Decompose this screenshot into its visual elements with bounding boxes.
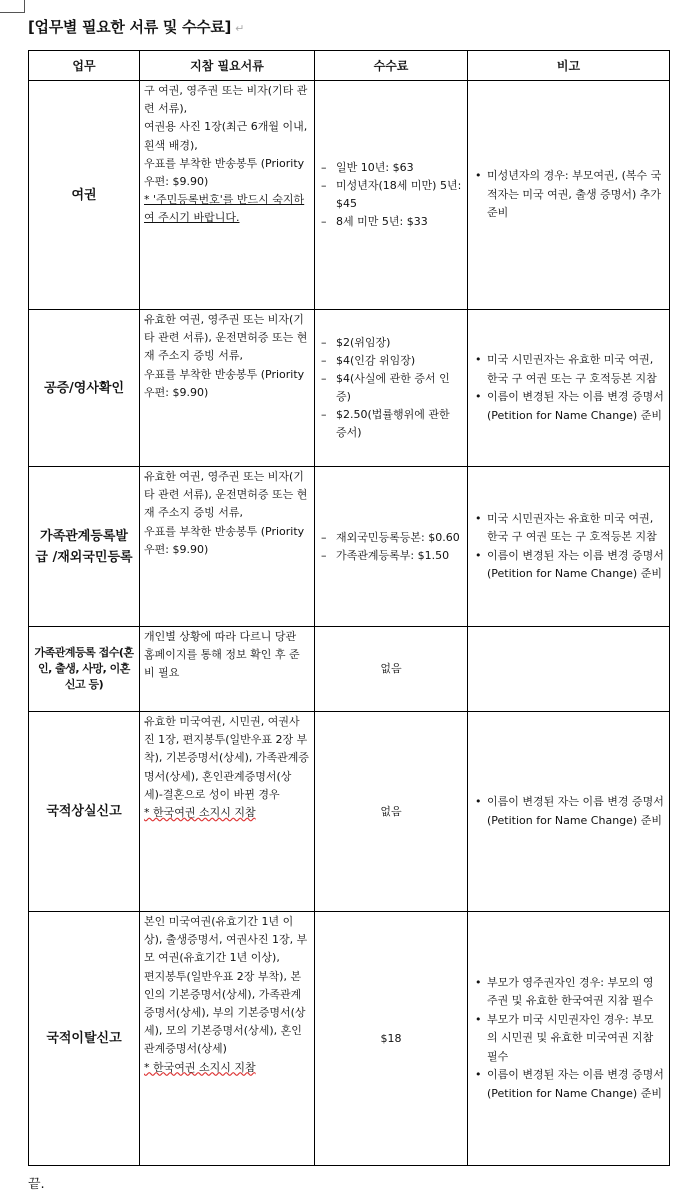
notes-cell: [468, 712, 670, 912]
fee-item: – $2(위임장): [320, 334, 462, 352]
fee-cell: $18: [315, 912, 468, 1166]
doc-line: 유효한 미국여권, 시민권, 여권사진 1장, 편지봉투(일반우표 2장 부착), 기본증명서(상세), 가족관계증명서(상세), 혼인관계증명서(상세)-결혼으로 성이 바뀐 경우: [144, 715, 309, 801]
fee-list: [320, 334, 462, 442]
notes-list: [473, 167, 664, 223]
note-item: • 미성년자의 경우: 부모여권, (복수 국적자는 미국 여권, 출생 증명서) 추가 준비: [473, 167, 664, 223]
fee-item: – $4(사실에 관한 증서 인증): [320, 370, 462, 406]
fee-cell: 없음: [315, 627, 468, 712]
task-cell: 공증/영사확인: [29, 310, 140, 467]
table-row: [29, 81, 670, 310]
docs-cell: [140, 310, 315, 467]
note-item: • 미국 시민권자는 유효한 미국 여권, 한국 구 여권 또는 구 호적등본 지참: [473, 351, 664, 388]
docs-cell: [140, 81, 315, 310]
paragraph-mark: ↵: [235, 22, 245, 35]
notes-list: [473, 510, 664, 584]
table-row: [29, 310, 670, 467]
notes-list: [473, 793, 664, 830]
table-row: [29, 467, 670, 627]
note-item: • 이름이 변경된 자는 이름 변경 증명서(Petition for Name Change) 준비: [473, 547, 664, 584]
doc-note: * 한국여권 소지시 지참: [144, 806, 256, 820]
notes-list: [473, 351, 664, 425]
end-mark: 끝.: [28, 1177, 45, 1192]
fee-cell: [315, 81, 468, 310]
fee-cell: 없음: [315, 712, 468, 912]
doc-line: 우표를 부착한 반송봉투 (Priority 우편: $9.90): [144, 367, 305, 399]
note-item: • 이름이 변경된 자는 이름 변경 증명서(Petition for Name Change) 준비: [473, 793, 664, 830]
doc-line: 여권용 사진 1장(최근 6개월 이내, 흰색 배경),: [144, 120, 308, 152]
document-title: [28, 16, 244, 37]
fee-item: – 재외국민등록등본: $0.60: [320, 529, 462, 547]
notes-cell: [468, 81, 670, 310]
doc-line: 유효한 여권, 영주권 또는 비자(기타 관련 서류), 운전면허증 또는 현재 주소지 증빙 서류,: [144, 470, 308, 520]
doc-line: 편지봉투(일반우표 2장 부착), 본인의 기본증명서(상세), 가족관계증명서(상세), 부의 기본증명서(상세), 모의 기본증명서(상세), 혼인관계증명서(상세): [144, 969, 306, 1056]
fee-item: – 일반 10년: $63: [320, 159, 462, 177]
fee-item: – $2.50(법률행위에 관한 증서): [320, 406, 462, 442]
fee-item: – 미성년자(18세 미만) 5년: $45: [320, 177, 462, 213]
header-task: 업무: [29, 51, 140, 81]
table-row: [29, 912, 670, 1166]
docs-cell: [140, 627, 315, 712]
fee-list: [320, 159, 462, 231]
page-corner-mark: [0, 0, 25, 13]
table-row: [29, 627, 670, 712]
note-item: • 부모가 미국 시민권자인 경우: 부모의 시민권 및 유효한 미국여권 지참 필수: [473, 1011, 664, 1067]
doc-line: 본인 미국여권(유효기간 1년 이상), 출생증명서, 여권사진 1장, 부모 여권(유효기간 1년 이상),: [144, 915, 308, 965]
notes-cell: [468, 912, 670, 1166]
task-cell: 국적이탈신고: [29, 912, 140, 1166]
fee-item: – $4(인감 위임장): [320, 352, 462, 370]
notes-cell: [468, 627, 670, 712]
doc-line: 우표를 부착한 반송봉투 (Priority 우편: $9.90): [144, 524, 305, 556]
fee-item: – 8세 미만 5년: $33: [320, 213, 462, 231]
note-item: • 부모가 영주권자인 경우: 부모의 영주권 및 유효한 한국여권 지참 필수: [473, 974, 664, 1011]
docs-cell: [140, 912, 315, 1166]
doc-note: * 한국여권 소지시 지참: [144, 1060, 256, 1074]
fee-cell: [315, 310, 468, 467]
note-item: • 미국 시민권자는 유효한 미국 여권, 한국 구 여권 또는 구 호적등본 지참: [473, 510, 664, 547]
doc-line: 우표를 부착한 반송봉투 (Priority 우편: $9.90): [144, 156, 305, 189]
doc-line: 구 여권, 영주권 또는 비자(기타 관련 서류),: [144, 84, 308, 116]
docs-cell: [140, 712, 315, 912]
docs-cell: [140, 467, 315, 627]
doc-line: 개인별 상황에 따라 다르니 당관 홈페이지를 통해 정보 확인 후 준비 필요: [144, 630, 300, 680]
fees-table: [28, 50, 670, 1166]
task-cell: 여권: [29, 81, 140, 310]
header-fee: 수수료: [315, 51, 468, 81]
notes-cell: [468, 467, 670, 627]
table-header-row: [29, 51, 670, 81]
fee-item: – 가족관계등록부: $1.50: [320, 547, 462, 565]
notes-list: [473, 974, 664, 1104]
doc-line: 유효한 여권, 영주권 또는 비자(기타 관련 서류), 운전면허증 또는 현재 주소지 증빙 서류,: [144, 313, 308, 363]
note-item: • 이름이 변경된 자는 이름 변경 증명서(Petition for Name Change) 준비: [473, 1066, 664, 1103]
title-text: [업무별 필요한 서류 및 수수료]: [28, 18, 232, 36]
task-cell: 가족관계등록 접수(혼인, 출생, 사망, 이혼신고 등): [29, 627, 140, 712]
doc-notice: * '주민등록번호'를 반드시 숙지하여 주시기 바랍니다.: [144, 193, 305, 225]
header-notes: 비고: [468, 51, 670, 81]
fee-list: [320, 529, 462, 565]
table-row: [29, 712, 670, 912]
notes-cell: [468, 310, 670, 467]
fee-cell: [315, 467, 468, 627]
task-cell: 국적상실신고: [29, 712, 140, 912]
note-item: • 이름이 변경된 자는 이름 변경 증명서(Petition for Name Change) 준비: [473, 388, 664, 425]
header-docs: 지참 필요서류: [140, 51, 315, 81]
task-cell: 가족관계등록발급 /재외국민등록: [29, 467, 140, 627]
